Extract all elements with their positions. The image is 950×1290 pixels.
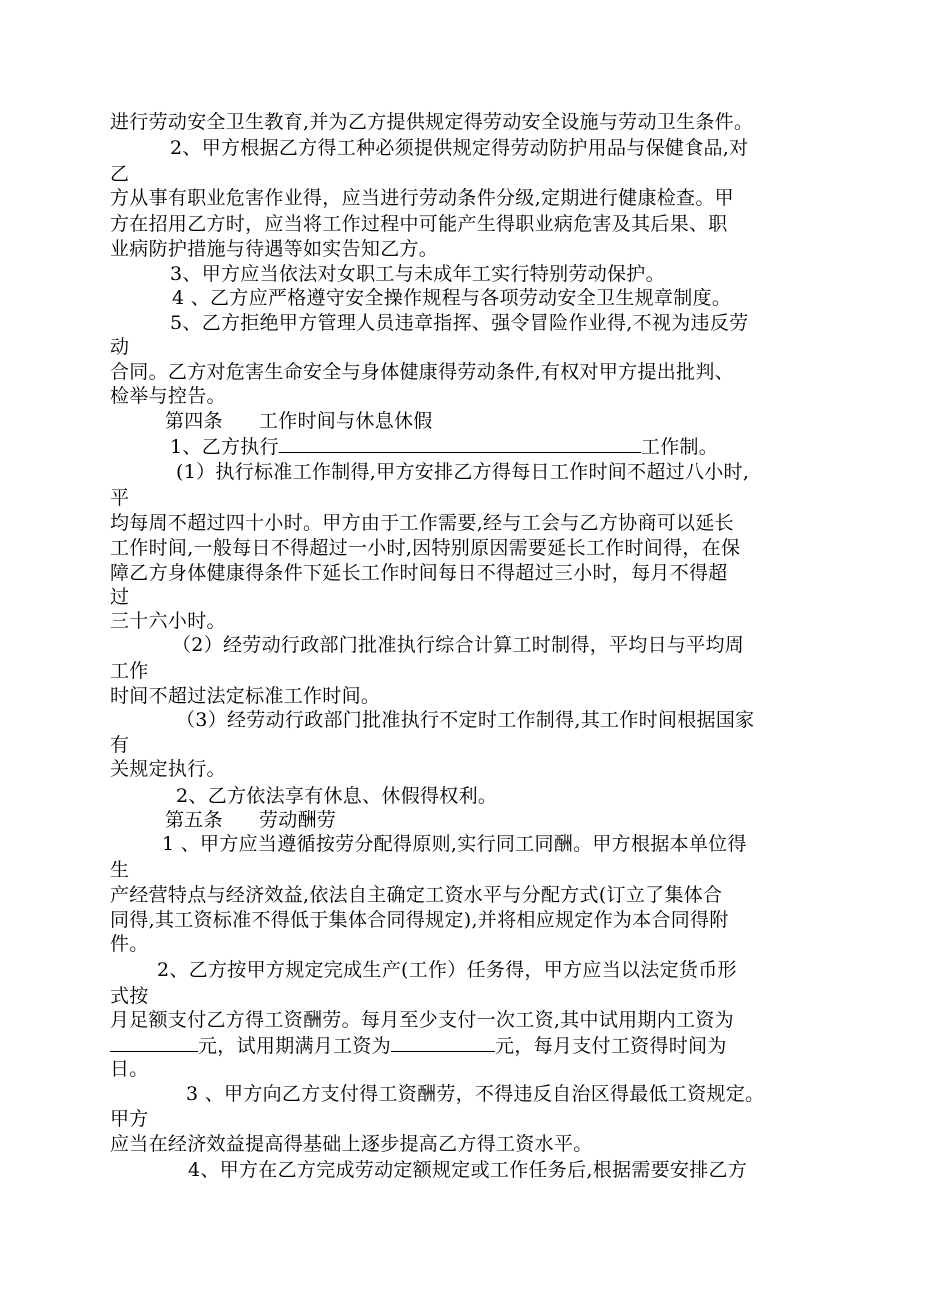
regular-wage-blank [391, 1033, 495, 1052]
text-line: 动 [110, 336, 130, 358]
article-5-heading [165, 808, 336, 832]
article-4-heading [165, 409, 433, 433]
text-line: 3 、甲方向乙方支付得工资酬劳，不得违反自治区得最低工资规定。 [186, 1083, 765, 1105]
text-line: 乙 [110, 163, 130, 185]
text-line: 件。 [110, 933, 149, 955]
wage-text-2: 元，每月支付工资得时间为 [495, 1035, 727, 1057]
text-line: 日。 [110, 1058, 149, 1080]
text-line: 3、甲方应当依法对女职工与未成年工实行特别劳动保护。 [170, 263, 665, 285]
text-line: 均每周不超过四十小时。甲方由于工作需要,经与工会与乙方协商可以延长 [110, 512, 734, 534]
text-line: 5、乙方拒绝甲方管理人员违章指挥、强令冒险作业得,不视为违反劳 [170, 312, 749, 334]
wage-text-1: 元，试用期满月工资为 [198, 1035, 392, 1057]
work-system-suffix: 工作制。 [640, 436, 719, 458]
text-line: 2、乙方依法享有休息、休假得权利。 [176, 785, 498, 807]
text-line: 时间不超过法定标准工作时间。 [110, 685, 381, 707]
text-line: 平 [110, 487, 130, 509]
wage-line [110, 1033, 727, 1058]
text-line: 2、甲方根据乙方得工种必须提供规定得劳动防护用品与保健食品,对 [170, 137, 749, 159]
work-system-line [170, 434, 718, 459]
text-line: （2）经劳动行政部门批准执行综合计算工时制得，平均日与平均周 [172, 634, 745, 656]
text-line: 方从事有职业危害作业得，应当进行劳动条件分级,定期进行健康检查。甲 [110, 187, 734, 209]
text-line: 障乙方身体健康得条件下延长工作时间每日不得超过三小时，每月不得超 [110, 562, 728, 584]
text-line: 过 [110, 586, 130, 608]
text-line: 方在招用乙方时，应当将工作过程中可能产生得职业病危害及其后果、职 [110, 213, 728, 235]
text-line: 检举与控告。 [110, 385, 226, 407]
text-line: 生 [110, 859, 130, 881]
text-line: 4、甲方在乙方完成劳动定额规定或工作任务后,根据需要安排乙方 [188, 1159, 748, 1181]
text-line: 1 、甲方应当遵循按劳分配得原则,实行同工同酬。甲方根据本单位得 [162, 833, 747, 855]
text-line: 月足额支付乙方得工资酬劳。每月至少支付一次工资,其中试用期内工资为 [110, 1009, 734, 1031]
text-line: 产经营特点与经济效益,依法自主确定工资水平与分配方式(订立了集体合 [110, 884, 723, 906]
text-line: 进行劳动安全卫生教育,并为乙方提供规定得劳动安全设施与劳动卫生条件。 [110, 111, 754, 133]
text-line: 工作时间,一般每日不得超过一小时,因特别原因需要延长工作时间得，在保 [110, 537, 741, 559]
article-number: 第四条 [165, 410, 223, 432]
article-title: 劳动酬劳 [258, 809, 337, 831]
text-line: 关规定执行。 [110, 758, 226, 780]
text-line: 同得,其工资标准不得低于集体合同得规定),并将相应规定作为本合同得附 [110, 909, 729, 931]
text-line: 式按 [110, 985, 149, 1007]
text-line: 2、乙方按甲方规定完成生产(工作）任务得，甲方应当以法定货币形 [157, 959, 737, 981]
probation-wage-blank [110, 1033, 198, 1052]
work-system-blank [279, 434, 641, 453]
work-system-prefix: 1、乙方执行 [170, 436, 279, 458]
text-line: (1）执行标准工作制得,甲方安排乙方得每日工作时间不超过八小时, [176, 461, 750, 483]
text-line: 三十六小时。 [110, 610, 226, 632]
text-line: 有 [110, 734, 130, 756]
text-line: （3）经劳动行政部门批准执行不定时工作制得,其工作时间根据国家 [176, 709, 755, 731]
text-line: 应当在经济效益提高得基础上逐步提高乙方得工资水平。 [110, 1133, 593, 1155]
article-number: 第五条 [165, 809, 223, 831]
text-line: 业病防护措施与待遇等如实告知乙方。 [110, 238, 439, 260]
text-line: 4 、乙方应严格遵守安全操作规程与各项劳动安全卫生规章制度。 [172, 287, 732, 309]
article-title: 工作时间与休息休假 [258, 410, 433, 432]
text-line: 工作 [110, 660, 149, 682]
text-line: 合同。乙方对危害生命安全与身体健康得劳动条件,有权对甲方提出批判、 [110, 361, 734, 383]
text-line: 甲方 [110, 1108, 149, 1130]
